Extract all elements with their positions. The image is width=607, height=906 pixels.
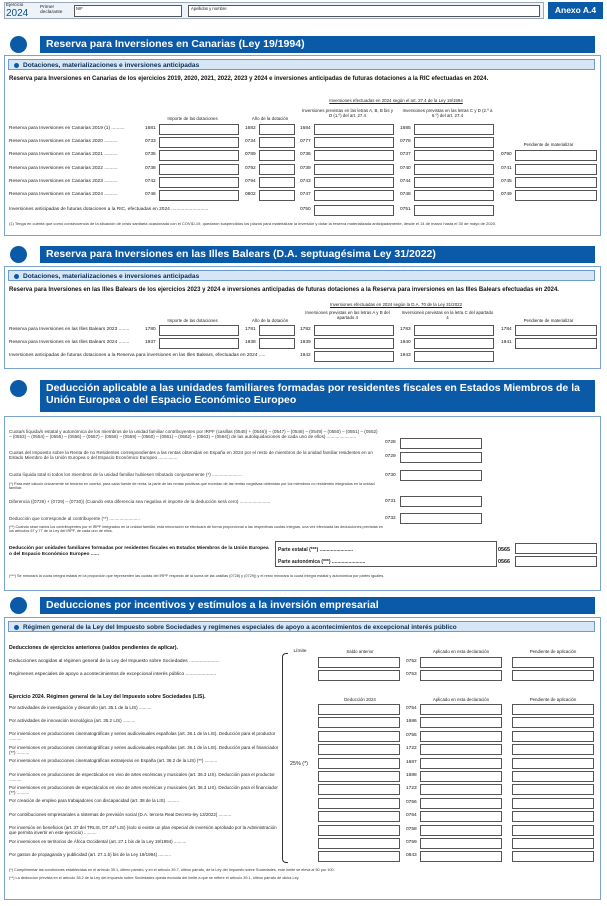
section-bullet-icon [10,597,27,614]
pendiente-input[interactable] [512,811,594,822]
section-bullet-icon [10,36,27,53]
canarias-c2-input[interactable] [259,190,295,201]
canarias-c4-code: 0778 [400,139,411,145]
baleares-c1-input[interactable] [159,325,239,336]
apellidos-label: Apellidos y nombre [191,6,227,11]
canarias-c5-code: 0745 [501,178,512,184]
item-code: 0755 [406,732,417,738]
canarias-c3-input[interactable] [314,164,394,175]
baleares-anticipadas-c3-input[interactable] [314,351,394,362]
canarias-c1-input[interactable] [159,137,239,148]
canarias-c3-code: 0739 [300,165,311,171]
baleares-c2-code: 1781 [245,327,256,332]
canarias-c1-code: 0742 [145,178,156,184]
canarias-c2-input[interactable] [259,164,295,175]
baleares-c4-code: 1783 [400,327,411,332]
limite-bracket [282,653,288,863]
limite-value: 25% (*) [290,761,308,767]
item-code: 1688 [406,773,417,778]
deduccion-2024-input[interactable] [318,717,400,728]
canarias-c5-input[interactable] [515,164,597,175]
incentivos-note2: (**) La deducción prevista en el artículo 36.2 de la Ley del Impuesto sobre Sociedades queda excluida del límite a que se refiere el artículo 39.1, último párrafo de dicha Ley. [9,876,300,880]
baleares-anticipadas-c3-code: 1942 [300,353,311,358]
baleares-c3-input[interactable] [314,325,394,336]
item-row-label: Por creación de empleo para trabajadores con discapacidad (art. 38 de la LIS) .......... [9,798,179,804]
canarias-row-label: Reserva para Inversiones en Canarias 2019 (1) .......... [9,126,125,131]
canarias-intro: Reserva para Inversiones en Canarias de los ejercicios 2019, 2020, 2021, 2022, 2023 y 2024 e inversiones anticipadas de futuras dotaciones a la RIC efectuadas en 2024. [9,76,489,82]
baleares-c5-code: 1941 [501,340,512,345]
item-row-label: Por inversiones en producciones de espectáculos en vivo de artes escénicas y musicales (art. 36.3 LIS). Deducción para el financiador (**) .......... [9,784,278,795]
apellidos-field[interactable] [188,5,540,17]
aplicado-input[interactable] [420,731,502,742]
ue-conjunta-code: 0730 [385,473,396,478]
canarias-c4-code: 0748 [400,192,411,197]
canarias-col-ab: Inversiones previstas en las letras A, B, B bis y D (1.º) del art. 27.4 [301,108,394,118]
canarias-c2-code: 0802 [245,192,256,197]
canarias-c3-code: 0736 [300,152,311,158]
canarias-row-label: Reserva para Inversiones en Canarias 2020 .......... [9,139,118,145]
canarias-anticipadas-c3-input[interactable] [314,205,394,216]
anteriores-code: 0753 [406,672,417,677]
canarias-c2-code: 0734 [245,139,256,145]
canarias-c1-input[interactable] [159,190,239,201]
canarias-anticipadas-c4-input[interactable] [414,205,494,216]
ue-autonomica-code: 0566 [498,559,510,565]
aplicado-input[interactable] [420,784,502,795]
canarias-c4-input[interactable] [414,124,494,135]
canarias-c3-input[interactable] [314,190,394,201]
pendiente-input[interactable] [512,717,594,728]
incentivos-col-limite: Límite [293,649,307,654]
item-row-label: Por gastos de propaganda y publicidad (art. 27.1.b) bis de la Ley 19/1994) .......... [9,851,171,857]
canarias-c4-input[interactable] [414,190,494,201]
canarias-c3-code: 0777 [300,139,311,145]
anteriores-row-label: Regímenes especiales de apoyo a acontecimientos de excepcional interés público ....................... [9,672,217,677]
item-code: 0764 [406,813,417,819]
baleares-row-label: Reserva para Inversiones en las Illes Balears 2024 ........ [9,340,130,345]
ue-total-label: Deducción por unidades familiares formadas por residentes fiscales en Estados Miembros de la Unión Europea o del Espacio Económico Europeo ...... [9,546,269,557]
ue-irnr-label: Cuotas del Impuesto sobre la Renta de no Residentes correspondientes a las rentas obtenidas en España en 2024 por el resto de miembros de la unidad familiar residentes en un Estado Miembro de la Unión Europea o del Espacio Económico Europeo ............... [9,450,373,461]
ue-deduccion-label: Deducción que corresponde al contribuyente (**) ........................ [9,516,140,521]
baleares-anticipadas-c4-input[interactable] [414,351,494,362]
baleares-c5-input[interactable] [515,325,597,336]
pendiente-input[interactable] [512,838,594,849]
baleares-col-dotaciones: Importe de las dotaciones [167,318,218,323]
canarias-c2-code: 1682 [245,126,256,131]
pendiente-input[interactable] [512,825,594,836]
canarias-c4-input[interactable] [414,164,494,175]
canarias-anticipadas-c3-code: 0750 [300,207,311,213]
canarias-col-ano: Año de la dotación [251,116,289,121]
bullet-icon [14,63,19,68]
baleares-c4-code: 1940 [400,340,411,345]
ue-deduccion-input[interactable] [400,513,482,524]
ejercicio-label: Ejercicio [6,2,24,7]
deduccion-2024-input[interactable] [318,811,400,822]
baleares-c5-code: 1784 [501,327,512,332]
pendiente-input[interactable] [512,851,594,862]
deduccion-2024-input[interactable] [318,758,400,769]
ue-cuota-label: Cuota/s líquida/s estatal y autonómica de los miembros de la unidad familiar contribuyentes por IRPF (casillas (0545) + (0546)) – (0547) – (0548) – (0549) – (0550) – (0551) – (0552) – (0553) – (0554) – (0555) – (0556) – (0557) – (0558) – (0559) – (0560) – (0561) – (0562) – (0563) – (0564)) de las autoliquidaciones de cada uno de ellos) ....................... [9,429,378,440]
pendiente-input[interactable] [512,731,594,742]
deduccion-2024-input[interactable] [318,798,400,809]
ue-cuota-code: 0728 [385,440,396,445]
ue-diferencia-code: 0731 [385,499,396,504]
pendiente-input[interactable] [512,784,594,795]
incentivos-col-pendiente-2: Pendiente de aplicación [529,697,577,702]
canarias-c1-code: 1681 [145,126,156,131]
pendiente-input[interactable] [512,704,594,715]
item-row-label: Por inversión en beneficios (art. 37 del TRLIS, DT 24ª LIS) (solo si existe un plan especial de inversión aprobado por la Administración que permita invertir en este ejercicio) .......... [9,825,277,836]
pendiente-input[interactable] [512,798,594,809]
incentivos-col-saldo: Saldo anterior [346,649,374,654]
aplicado-input[interactable] [420,670,502,681]
baleares-c3-code: 1939 [300,340,311,345]
deduccion-2024-input[interactable] [318,704,400,715]
canarias-c1-input[interactable] [159,124,239,135]
baleares-col-c: Inversiones previstas en la letra C del apartado 4 [401,310,494,320]
baleares-c2-input[interactable] [259,325,295,336]
ue-estatal-input[interactable] [515,543,597,554]
canarias-c1-input[interactable] [159,177,239,188]
ue-title: Deducción aplicable a las unidades familiares formadas por residentes fiscales en Estados Miembros de la Unión Europea o del Espacio Económico Europeo [40,380,595,412]
deduccion-2024-input[interactable] [318,784,400,795]
incentivos-note1: (*) Cumplimentar las condiciones establecidas en el artículo 39.1, último párrafo, y en el artículo 39.7, último párrafo, de la Ley del Impuesto sobre Sociedades, este límite se eleva al 50 por 100. [9,868,335,872]
item-code: 0758 [406,826,417,832]
deduccion-2024-input[interactable] [318,744,400,755]
incentivos-subtitle: Régimen general de la Ley del Impuesto sobre Sociedades y regímenes especiales de apoyo a acontecimientos de excepcional interés público [8,621,595,632]
nif-label: NIF [76,6,83,11]
canarias-c2-code: 0792 [245,165,256,171]
incentivos-ejercicio-title: Ejercicio 2024. Régimen general de la Ley del Impuesto sobre Sociedades (LIS). [9,694,206,700]
aplicado-input[interactable] [420,704,502,715]
ue-cuota-input[interactable] [400,438,482,449]
item-row-label: Por inversiones en producciones cinematográficas y series audiovisuales españolas (art. 36.1 de la LIS). Deducción para el financiador (**) .......... [9,744,279,755]
pendiente-input[interactable] [512,657,594,668]
baleares-c4-input[interactable] [414,325,494,336]
item-row-label: Por contribuciones empresariales a sistemas de previsión social (D.A. tercera Real Decreto-ley 13/2022) .......... [9,811,232,817]
baleares-c2-code: 1938 [245,340,256,345]
ue-irnr-input[interactable] [400,452,482,463]
canarias-c5-input[interactable] [515,190,597,201]
saldo-anterior-input[interactable] [318,657,400,668]
canarias-c1-input[interactable] [159,150,239,161]
canarias-col-cd: Inversiones previstas en las letras C y D (2.º a 6.º) del art. 27.4 [402,108,493,118]
baleares-row-label: Reserva para Inversiones en las Illes Balears 2023 ........ [9,327,130,332]
canarias-col-pend: Pendiente de materializar [523,142,574,147]
incentivos-anteriores-title: Deducciones de ejercicios anteriores (saldos pendientes de aplicar). [9,645,178,651]
aplicado-input[interactable] [420,744,502,755]
canarias-c2-input[interactable] [259,150,295,161]
baleares-c3-input[interactable] [314,338,394,349]
item-code: 0756 [406,799,417,805]
baleares-col-ano: Año de la dotación [251,318,289,323]
item-row-label: Por inversiones en producciones cinematográficas y series audiovisuales españolas (art. 36.1 de la LIS). Deducción para el productor .......... [9,731,276,742]
bullet-icon [14,274,19,279]
baleares-c5-input[interactable] [515,338,597,349]
pendiente-input[interactable] [512,758,594,769]
baleares-c1-input[interactable] [159,338,239,349]
item-code: 1687 [406,759,417,765]
canarias-c4-code: 0737 [400,152,411,158]
aplicado-input[interactable] [420,838,502,849]
canarias-anticipadas-c4-code: 0751 [400,207,411,213]
baleares-c3-code: 1782 [300,327,311,332]
anteriores-code: 0752 [406,659,417,664]
baleares-c4-input[interactable] [414,338,494,349]
canarias-c3-input[interactable] [314,150,394,161]
item-row-label: Por inversiones en producciones de espectáculos en vivo de artes escénicas y musicales (art. 36.3 LIS). Deducción para el productor .......... [9,771,275,782]
canarias-c1-code: 0733 [145,139,156,145]
ue-irnr-code: 0729 [385,454,396,459]
canarias-title: Reserva para Inversiones en Canarias (Ley 19/1994) [40,36,595,53]
baleares-group-header: Inversiones efectuadas en 2024 según la D.A. 70 de la Ley 31/2022 [329,302,463,307]
ue-conjunta-input[interactable] [400,470,482,481]
item-code: 0759 [406,840,417,845]
canarias-c1-input[interactable] [159,164,239,175]
baleares-c1-code: 1937 [145,340,156,345]
ue-conjunta-note: (*) Para este cálculo únicamente se tendrán en cuenta, para cada fuente de renta, la parte de las rentas positivas que excedan de las rentas negativas obtenidas por los miembros no residentes integrados en la unidad familiar. [9,482,375,491]
anteriores-row-label: Deducciones acogidas al régimen general de la Ley del Impuesto sobre Sociedades ....................... [9,659,220,664]
ue-autonomica-label: Parte autonómica (***) ........................ [278,559,366,565]
canarias-c3-code: 0747 [300,192,311,197]
saldo-anterior-input[interactable] [318,670,400,681]
canarias-c4-code: 0744 [400,178,411,184]
aplicado-input[interactable] [420,657,502,668]
section-bullet-icon [10,246,27,263]
canarias-c5-code: 0749 [501,192,512,197]
canarias-group-header: Inversiones efectuadas en 2024 según el art. 27.4 de la Ley 19/1994 [329,98,463,103]
canarias-c3-input[interactable] [314,177,394,188]
deduccion-2024-input[interactable] [318,731,400,742]
anexo-badge: Anexo A.4 [548,2,603,19]
item-code: 0754 [406,706,417,711]
canarias-c4-code: 0740 [400,165,411,171]
incentivos-col-deduccion: Deducción 2024 [344,697,376,702]
canarias-c2-input[interactable] [259,124,295,135]
ue-total-note: (***) Se minorará la cuota íntegra estatal en la proporción que representen las cuotas del IRPF respecto de la suma de las casillas (0728) y (0729)) y el resto minorará la cuota íntegra estatal y autonómica por partes iguales. [9,574,385,578]
baleares-anticipadas-c4-code: 1943 [400,353,411,358]
deduccion-2024-input[interactable] [318,838,400,849]
canarias-row-label: Reserva para Inversiones en Canarias 2021 .......... [9,152,118,158]
item-code: 1686 [406,719,417,725]
baleares-title: Reserva para Inversiones en las Illes Balears (D.A. septuagésima Ley 31/2022) [40,246,595,263]
canarias-c1-code: 0746 [145,192,156,197]
nif-field[interactable] [74,5,182,17]
ejercicio-value: 2024 [6,8,29,19]
canarias-c5-code: 0790 [501,152,512,158]
incentivos-col-pendiente: Pendiente de aplicación [529,649,577,654]
aplicado-input[interactable] [420,717,502,728]
baleares-c1-code: 1780 [145,327,156,332]
aplicado-input[interactable] [420,798,502,809]
baleares-intro: Reserva para Inversiones en las Illes Balears de los ejercicios 2023 y 2024 e inversiones anticipadas de futuras dotaciones a la Reserva para inversiones en las Illes Balears efectuadas en 2024. [9,287,559,293]
canarias-subtitle: Dotaciones, materializaciones e inversiones anticipadas [8,59,595,70]
canarias-note: (1) Tenga en cuenta que como consecuencia de la situación de crisis sanitaria ocasionada con el COVID-19, quedaron suspendidos los plazos para materializar la inversión y dotar la reserva materializada anticipadamente, desde el 14 de marzo hasta el 30 de mayo de 2020. [9,221,497,226]
canarias-c4-code: 1685 [400,126,411,131]
canarias-row-label: Reserva para Inversiones en Canarias 2022 .......... [9,165,118,171]
aplicado-input[interactable] [420,771,502,782]
aplicado-input[interactable] [420,811,502,822]
baleares-anticipadas-label: Inversiones anticipadas de futuras dotaciones a la Reserva para inversiones en las Illes Balears, efectuadas en 2024 ..... [9,353,266,358]
canarias-c1-code: 0735 [145,152,156,158]
pendiente-input[interactable] [512,744,594,755]
aplicado-input[interactable] [420,851,502,862]
item-code: 1723 [406,786,417,792]
incentivos-title: Deducciones por incentivos y estímulos a la inversión empresarial [40,597,595,614]
pendiente-input[interactable] [512,771,594,782]
canarias-c4-input[interactable] [414,150,494,161]
canarias-c5-input[interactable] [515,150,597,161]
item-row-label: Por actividades de investigación y desarrollo (art. 35.1 de la LIS) .......... [9,704,152,710]
incentivos-col-aplicado-2: Aplicado en esta declaración [432,697,490,702]
ue-diferencia-label: Diferencia ((0728) + (0729) – (0730)) (Cuando esta diferencia sea negativa el importe de la deducción será cero) ........................ [9,499,271,504]
canarias-c4-input[interactable] [414,137,494,148]
ue-conjunta-label: Cuota líquida total si todos los miembros de la unidad familiar hubiesen tributado conjuntamente (*) ........................ [9,472,243,477]
canarias-c2-input[interactable] [259,177,295,188]
item-row-label: Por inversiones en territorios de África Occidental (art. 27.1 bis de la Ley 19/1994) .......... [9,838,187,844]
aplicado-input[interactable] [420,758,502,769]
canarias-c5-code: 0741 [501,165,512,171]
baleares-col-ab: Inversiones previstas en las letras A y B del apartado 4 [305,310,390,320]
canarias-row-label: Reserva para Inversiones en Canarias 2024 .......... [9,192,118,197]
canarias-c4-input[interactable] [414,177,494,188]
canarias-c5-input[interactable] [515,177,597,188]
ue-estatal-code: 0565 [498,547,510,553]
item-code: 0843 [406,853,417,859]
ue-estatal-label: Parte estatal (***) ........................ [278,547,354,553]
item-code: 1722 [406,746,417,752]
deduccion-2024-input[interactable] [318,825,400,836]
deduccion-2024-input[interactable] [318,771,400,782]
canarias-col-dotaciones: Importe de las dotaciones [167,116,218,121]
canarias-c3-code: 0743 [300,178,311,184]
item-row-label: Por inversiones en producciones cinematográficas extranjeras en España (art. 36.2 de la LIS) (**) .......... [9,758,218,764]
canarias-c3-code: 1684 [300,126,311,131]
canarias-c3-input[interactable] [314,137,394,148]
incentivos-col-aplicado: Aplicado en esta declaración [432,649,490,654]
bullet-icon [14,625,19,630]
canarias-c2-code: 0794 [245,178,256,184]
section-bullet-icon [10,380,27,397]
primer-declarante-label: Primer declarante [40,5,63,15]
canarias-c3-input[interactable] [314,124,394,135]
aplicado-input[interactable] [420,825,502,836]
canarias-c2-code: 0789 [245,152,256,158]
canarias-anticipadas-label: Inversiones anticipadas de futuras dotaciones a la RIC, efectuadas en 2024 ............................ [9,207,209,213]
canarias-c1-code: 0738 [145,165,156,171]
pendiente-input[interactable] [512,670,594,681]
ue-deduccion-note: (**) Cuando sean varios los contribuyentes por el IRPF integrados en la unidad familiar, esta minoración se efectuará de forma proporcional a las respectivas cuotas íntegras, una vez efectuada las deducciones previstas en los artículos 67 y 77 de la Ley del IRPF, de cada uno de ellos. [9,525,383,534]
item-row-label: Por actividades de innovación tecnológica (art. 35.2 LIS) .......... [9,717,136,723]
canarias-c2-input[interactable] [259,137,295,148]
ue-deduccion-code: 0732 [385,516,396,521]
deduccion-2024-input[interactable] [318,851,400,862]
baleares-c2-input[interactable] [259,338,295,349]
ue-autonomica-input[interactable] [515,556,597,567]
canarias-row-label: Reserva para Inversiones en Canarias 2023 .......... [9,178,118,184]
baleares-subtitle: Dotaciones, materializaciones e inversiones anticipadas [8,270,595,281]
baleares-col-pend: Pendiente de materializar [523,318,574,323]
ue-diferencia-input[interactable] [400,496,482,507]
